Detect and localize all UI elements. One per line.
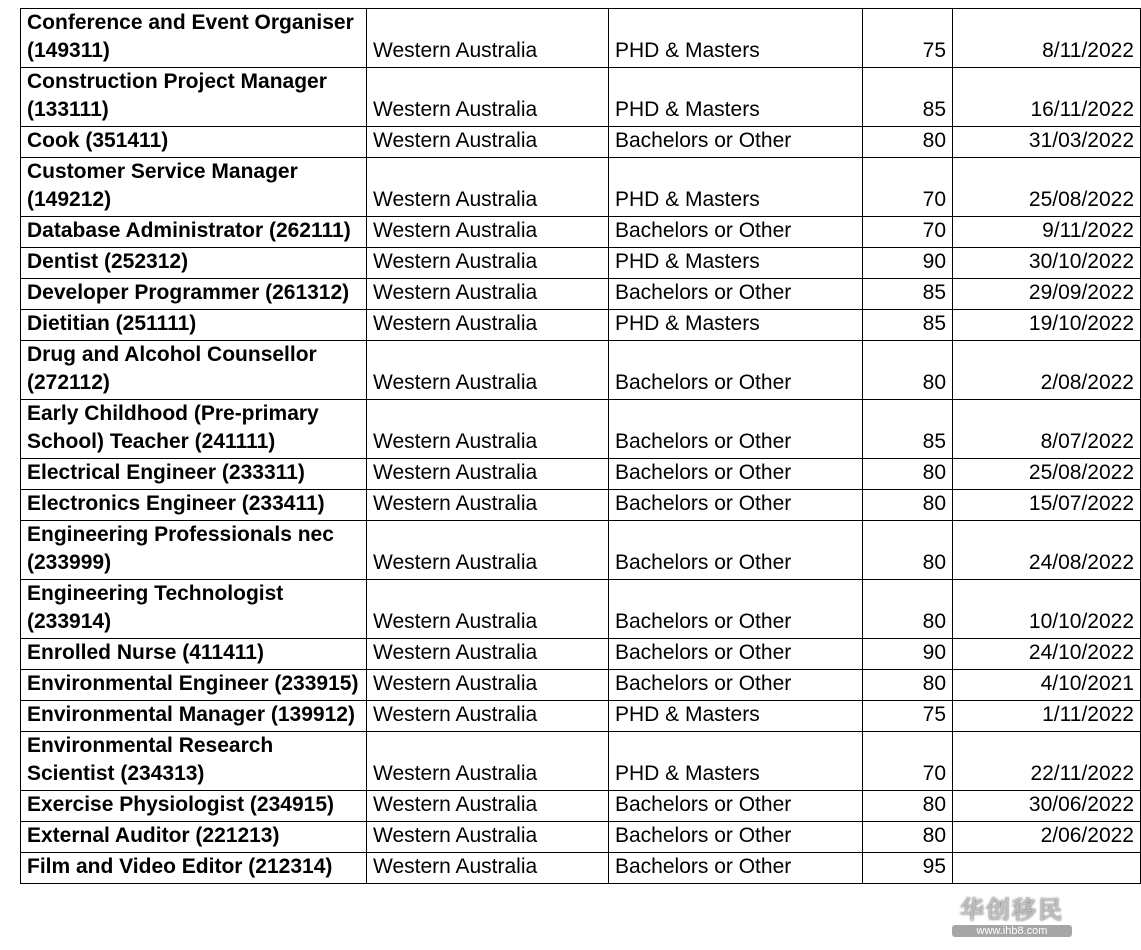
education-cell: PHD & Masters xyxy=(609,158,863,217)
state-cell: Western Australia xyxy=(367,127,609,158)
occupation-name: Database Administrator (262111) xyxy=(21,217,367,248)
table-row xyxy=(21,158,1141,217)
state-cell: Western Australia xyxy=(367,248,609,279)
score-cell: 80 xyxy=(863,670,953,701)
watermark-url: www.ihb8.com xyxy=(952,925,1072,937)
state-cell: Western Australia xyxy=(367,158,609,217)
occupation-name: Conference and Event Organiser (149311) xyxy=(21,9,367,68)
table-row xyxy=(21,701,1141,732)
score-cell: 85 xyxy=(863,279,953,310)
state-cell: Western Australia xyxy=(367,822,609,853)
score-cell: 80 xyxy=(863,521,953,580)
education-cell: Bachelors or Other xyxy=(609,791,863,822)
occupation-name: Film and Video Editor (212314) xyxy=(21,853,367,884)
table-row xyxy=(21,9,1141,68)
score-cell: 75 xyxy=(863,701,953,732)
table-row xyxy=(21,68,1141,127)
education-cell: Bachelors or Other xyxy=(609,279,863,310)
state-cell: Western Australia xyxy=(367,9,609,68)
date-cell: 2/06/2022 xyxy=(953,822,1141,853)
date-cell: 10/10/2022 xyxy=(953,580,1141,639)
score-cell: 80 xyxy=(863,127,953,158)
date-cell: 25/08/2022 xyxy=(953,459,1141,490)
date-cell: 31/03/2022 xyxy=(953,127,1141,158)
occupation-name: Early Childhood (Pre-primary School) Teacher (241111) xyxy=(21,400,367,459)
score-cell: 85 xyxy=(863,68,953,127)
occupation-name: Construction Project Manager (133111) xyxy=(21,68,367,127)
table-row xyxy=(21,341,1141,400)
occupation-name: Exercise Physiologist (234915) xyxy=(21,791,367,822)
state-cell: Western Australia xyxy=(367,310,609,341)
education-cell: PHD & Masters xyxy=(609,732,863,791)
occupation-name: Cook (351411) xyxy=(21,127,367,158)
table-row xyxy=(21,521,1141,580)
state-cell: Western Australia xyxy=(367,701,609,732)
education-cell: PHD & Masters xyxy=(609,68,863,127)
education-cell: Bachelors or Other xyxy=(609,521,863,580)
date-cell: 8/11/2022 xyxy=(953,9,1141,68)
score-cell: 70 xyxy=(863,217,953,248)
occupation-table-body xyxy=(21,9,1141,884)
education-cell: Bachelors or Other xyxy=(609,217,863,248)
occupation-table xyxy=(20,8,1141,884)
table-row xyxy=(21,822,1141,853)
state-cell: Western Australia xyxy=(367,341,609,400)
table-row xyxy=(21,639,1141,670)
education-cell: Bachelors or Other xyxy=(609,459,863,490)
occupation-name: Dietitian (251111) xyxy=(21,310,367,341)
state-cell: Western Australia xyxy=(367,521,609,580)
watermark-logo: 华创移民 xyxy=(960,897,1064,924)
score-cell: 80 xyxy=(863,490,953,521)
table-row xyxy=(21,279,1141,310)
table-row xyxy=(21,310,1141,341)
table-row xyxy=(21,459,1141,490)
date-cell: 2/08/2022 xyxy=(953,341,1141,400)
occupation-name: Customer Service Manager (149212) xyxy=(21,158,367,217)
state-cell: Western Australia xyxy=(367,670,609,701)
date-cell: 16/11/2022 xyxy=(953,68,1141,127)
education-cell: Bachelors or Other xyxy=(609,670,863,701)
education-cell: Bachelors or Other xyxy=(609,822,863,853)
table-row xyxy=(21,853,1141,884)
education-cell: Bachelors or Other xyxy=(609,639,863,670)
score-cell: 85 xyxy=(863,400,953,459)
date-cell: 24/08/2022 xyxy=(953,521,1141,580)
score-cell: 90 xyxy=(863,248,953,279)
table-row xyxy=(21,791,1141,822)
education-cell: PHD & Masters xyxy=(609,9,863,68)
occupation-name: Electrical Engineer (233311) xyxy=(21,459,367,490)
score-cell: 85 xyxy=(863,310,953,341)
occupation-name: Drug and Alcohol Counsellor (272112) xyxy=(21,341,367,400)
score-cell: 80 xyxy=(863,341,953,400)
score-cell: 80 xyxy=(863,791,953,822)
education-cell: Bachelors or Other xyxy=(609,341,863,400)
score-cell: 90 xyxy=(863,639,953,670)
state-cell: Western Australia xyxy=(367,639,609,670)
date-cell: 4/10/2021 xyxy=(953,670,1141,701)
score-cell: 80 xyxy=(863,580,953,639)
date-cell: 8/07/2022 xyxy=(953,400,1141,459)
education-cell: PHD & Masters xyxy=(609,248,863,279)
state-cell: Western Australia xyxy=(367,580,609,639)
table-row xyxy=(21,732,1141,791)
occupation-name: Dentist (252312) xyxy=(21,248,367,279)
state-cell: Western Australia xyxy=(367,791,609,822)
date-cell: 24/10/2022 xyxy=(953,639,1141,670)
education-cell: Bachelors or Other xyxy=(609,490,863,521)
education-cell: Bachelors or Other xyxy=(609,853,863,884)
score-cell: 70 xyxy=(863,158,953,217)
score-cell: 80 xyxy=(863,459,953,490)
table-row xyxy=(21,490,1141,521)
occupation-name: Developer Programmer (261312) xyxy=(21,279,367,310)
date-cell: 1/11/2022 xyxy=(953,701,1141,732)
state-cell: Western Australia xyxy=(367,400,609,459)
occupation-name: Environmental Engineer (233915) xyxy=(21,670,367,701)
table-row xyxy=(21,248,1141,279)
date-cell: 29/09/2022 xyxy=(953,279,1141,310)
education-cell: Bachelors or Other xyxy=(609,127,863,158)
state-cell: Western Australia xyxy=(367,217,609,248)
occupation-name: Enrolled Nurse (411411) xyxy=(21,639,367,670)
state-cell: Western Australia xyxy=(367,853,609,884)
table-row xyxy=(21,400,1141,459)
table-row xyxy=(21,670,1141,701)
site-watermark xyxy=(952,890,1072,946)
score-cell: 75 xyxy=(863,9,953,68)
date-cell: 22/11/2022 xyxy=(953,732,1141,791)
table-row xyxy=(21,127,1141,158)
table-row xyxy=(21,217,1141,248)
score-cell: 80 xyxy=(863,822,953,853)
state-cell: Western Australia xyxy=(367,279,609,310)
occupation-name: Environmental Research Scientist (234313) xyxy=(21,732,367,791)
occupation-name: Electronics Engineer (233411) xyxy=(21,490,367,521)
table-row xyxy=(21,580,1141,639)
state-cell: Western Australia xyxy=(367,490,609,521)
education-cell: Bachelors or Other xyxy=(609,580,863,639)
occupation-name: Engineering Technologist (233914) xyxy=(21,580,367,639)
state-cell: Western Australia xyxy=(367,459,609,490)
occupation-name: External Auditor (221213) xyxy=(21,822,367,853)
date-cell: 9/11/2022 xyxy=(953,217,1141,248)
date-cell xyxy=(953,853,1141,884)
education-cell: PHD & Masters xyxy=(609,701,863,732)
date-cell: 15/07/2022 xyxy=(953,490,1141,521)
date-cell: 30/10/2022 xyxy=(953,248,1141,279)
state-cell: Western Australia xyxy=(367,68,609,127)
date-cell: 19/10/2022 xyxy=(953,310,1141,341)
score-cell: 70 xyxy=(863,732,953,791)
state-cell: Western Australia xyxy=(367,732,609,791)
date-cell: 25/08/2022 xyxy=(953,158,1141,217)
score-cell: 95 xyxy=(863,853,953,884)
education-cell: Bachelors or Other xyxy=(609,400,863,459)
education-cell: PHD & Masters xyxy=(609,310,863,341)
occupation-list-sheet xyxy=(20,8,1134,884)
occupation-name: Engineering Professionals nec (233999) xyxy=(21,521,367,580)
occupation-name: Environmental Manager (139912) xyxy=(21,701,367,732)
date-cell: 30/06/2022 xyxy=(953,791,1141,822)
